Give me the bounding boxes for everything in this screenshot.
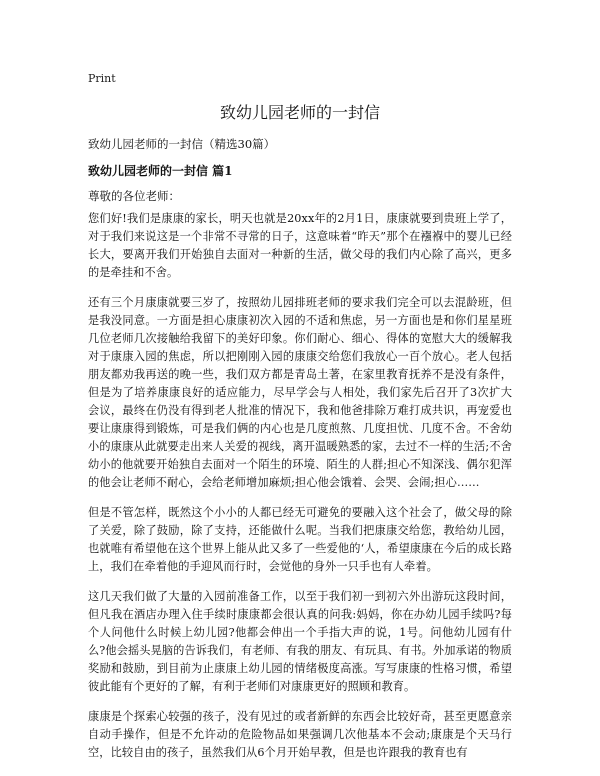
paragraph: 还有三个月康康就要三岁了，按照幼儿园排班老师的要求我们完全可以去混龄班，但是我没同意。一方面是担心康康初次入园的不适和焦虑，另一方面也是和你们星星班几位老师几次接触给我留下的美好印象。你们耐心、细心、得体的宽慰大大的缓解我对于康康入园的焦虑，所以把刚刚入园的康康交给您们我放心一百个放心。老人包括朋友都劝我再送的晚一些，我们双方都是青岛土著，在家里教育抚养不是没有条件，但是为了培养康康良好的适应能力，尽早学会与人相处，我们家先后召开了3次扩大会议，最终在仍没有得到老人批准的情况下，我和他爸排除万难打成共识，再宠爱也要让康康得到锻炼，可是我们俩的内心也是几度煎熬、几度担忧、几度不舍。不舍幼小的康康从此就要走出来人关爱的视线，离开温暖熟悉的家，去过不一样的生活;不舍幼小的他就要开始独自去面对一个陌生的环境、陌生的人群;担心不知深浅、偶尔犯浑的他会让老师不耐心，会给老师增加麻烦;担心他会饿着、会哭、会闹;担心…… xyxy=(88,296,512,489)
document-subtitle: 致幼儿园老师的一封信（精选30篇） xyxy=(88,137,276,151)
letter-greeting: 尊敬的各位老师： xyxy=(88,189,180,203)
letter-body xyxy=(88,210,512,774)
paragraph: 康康是个探索心较强的孩子，没有见过的或者新鲜的东西会比较好奇，甚至更愿意亲自动手操作，但是不允许动的危险物品如果强调几次他基本不会动;康康是个天马行空，比较自由的孩子，虽然我们从6个月开始早教，但是也许跟我的教育也有 xyxy=(88,710,512,759)
paragraph: 但是不管怎样，既然这个小小的人都已经无可避免的要融入这个社会了，做父母的除了关爱，除了鼓励，除了支持，还能做什么呢。当我们把康康交给您，教给幼儿园，也就唯有希望他在这个世界上能从此又多了一些爱他的‘人，希望康康在今后的成长路上，我们在牵着他的手迎风而行时，会觉他的身外一只手也有人牵着。 xyxy=(88,506,512,573)
print-link[interactable]: Print xyxy=(88,72,116,85)
paragraph: 您们好!我们是康康的家长，明天也就是20xx年的2月1日，康康就要到贵班上学了，对于我们来说这是一个非常不寻常的日子，这意味着“昨天”那个在襁褓中的婴儿已经长大，要离开我们开始独自去面对一种新的生活，做父母的我们内心除了高兴，更多的是牵挂和不舍。 xyxy=(88,212,512,279)
section-heading: 致幼儿园老师的一封信 篇1 xyxy=(88,164,233,178)
paragraph: 这几天我们做了大量的入园前准备工作，以至于我们初一到初六外出游玩这段时间，但凡我在酒店办理入住手续时康康都会很认真的问我:妈妈，你在办幼儿园手续吗?每个人问他什么时候上幼儿园?他都会伸出一个手指大声的说，1号。问他幼儿园有什么?他会摇头晃脑的告诉我们，有老师、有我的朋友、有玩具、有书。外加承诺的物质奖励和鼓励，到目前为止康康上幼儿园的情绪极度高涨。写写康康的性格习惯，希望彼此能有个更好的了解，有利于老师们对康康更好的照顾和教育。 xyxy=(88,590,512,693)
page-title: 致幼儿园老师的一封信 xyxy=(219,103,380,122)
